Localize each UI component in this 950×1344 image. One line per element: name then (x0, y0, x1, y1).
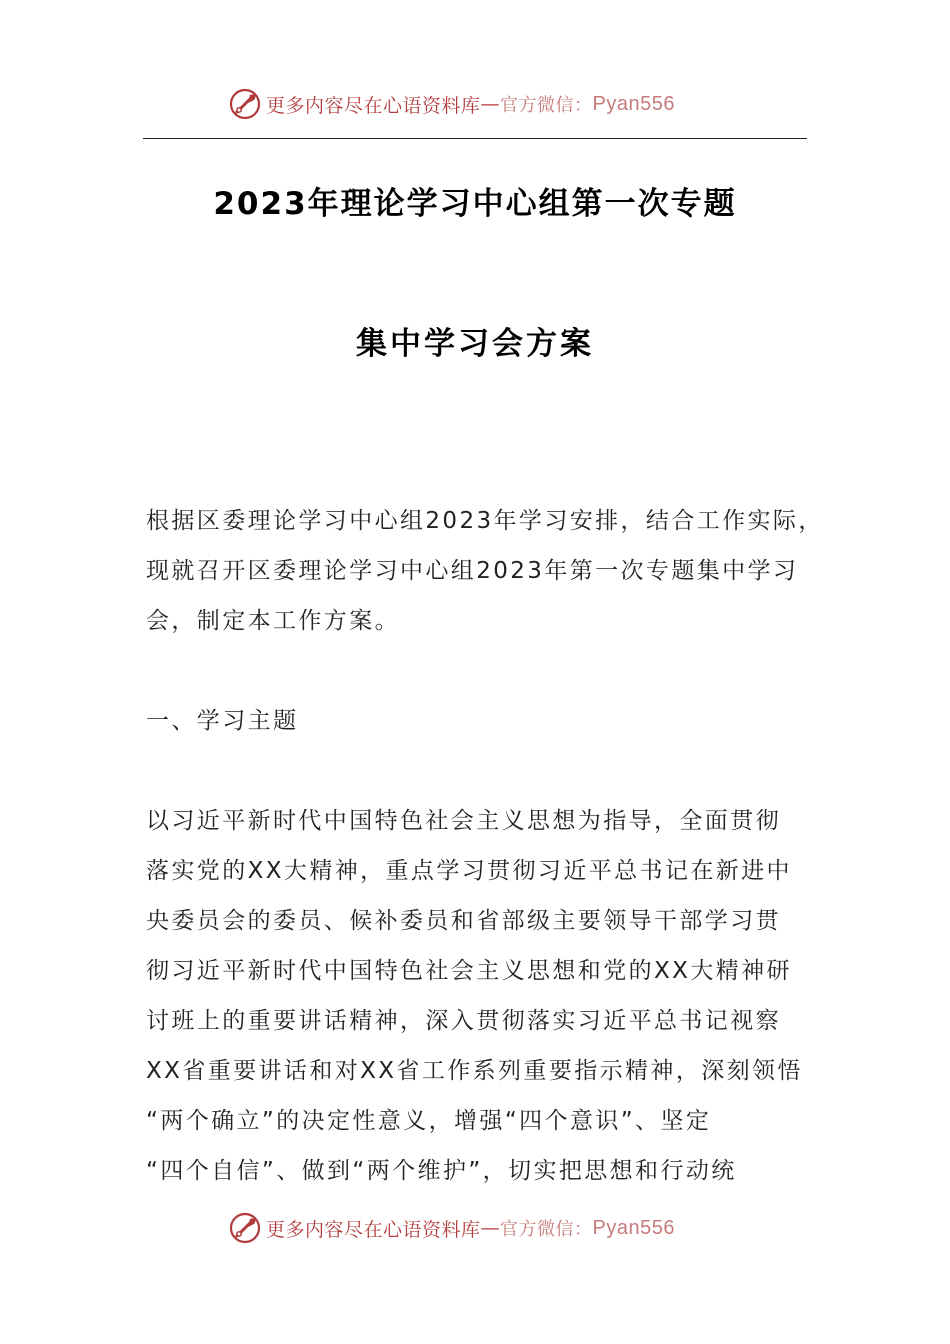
watermark-separator: — (480, 1217, 501, 1239)
wechat-id: Pyan556 (592, 1216, 675, 1239)
section-heading-text: 一、学习主题 (146, 708, 299, 734)
text-line: XX省重要讲话和对XX省工作系列重要指示精神，深刻领悟 (146, 1058, 803, 1084)
watermark-separator: — (480, 93, 501, 115)
document-title-line-2: 集中学习会方案 (356, 326, 594, 362)
text-line: 彻习近平新时代中国特色社会主义思想和党的XX大精神研 (146, 958, 792, 984)
text-line: 讨班上的重要讲话精神，深入贯彻落实习近平总书记视察 (146, 1008, 781, 1034)
text-line: 会，制定本工作方案。 (146, 608, 400, 634)
document-title-line-1: 2023年理论学习中心组第一次专题 (213, 186, 737, 222)
quill-logo-icon (228, 1211, 262, 1245)
text-line: 现就召开区委理论学习中心组2023年第一次专题集中学习 (146, 558, 799, 584)
text-line: “两个确立”的决定性意义，增强“四个意识”、坚定 (146, 1108, 712, 1134)
section-body-paragraph (146, 796, 806, 1196)
text-line: 以习近平新时代中国特色社会主义思想为指导，全面贯彻 (146, 808, 781, 834)
header-divider (143, 138, 807, 139)
watermark-text: 更多内容尽在心语资料库 (266, 94, 481, 117)
wechat-id: Pyan556 (592, 92, 675, 115)
quill-logo-icon (228, 87, 262, 121)
text-line: 央委员会的委员、候补委员和省部级主要领导干部学习贯 (146, 908, 781, 934)
text-line: 根据区委理论学习中心组2023年学习安排，结合工作实际， (146, 508, 824, 534)
text-line: “四个自信”、做到“两个维护”，切实把思想和行动统 (146, 1158, 737, 1184)
section-heading (146, 696, 806, 746)
text-line: 落实党的XX大精神，重点学习贯彻习近平总书记在新进中 (146, 858, 792, 884)
wechat-label: 官方微信： (500, 1219, 593, 1240)
intro-paragraph (146, 496, 824, 646)
header-watermark (228, 84, 675, 124)
wechat-label: 官方微信： (500, 95, 593, 116)
footer-watermark (228, 1208, 675, 1248)
watermark-text: 更多内容尽在心语资料库 (266, 1218, 481, 1241)
